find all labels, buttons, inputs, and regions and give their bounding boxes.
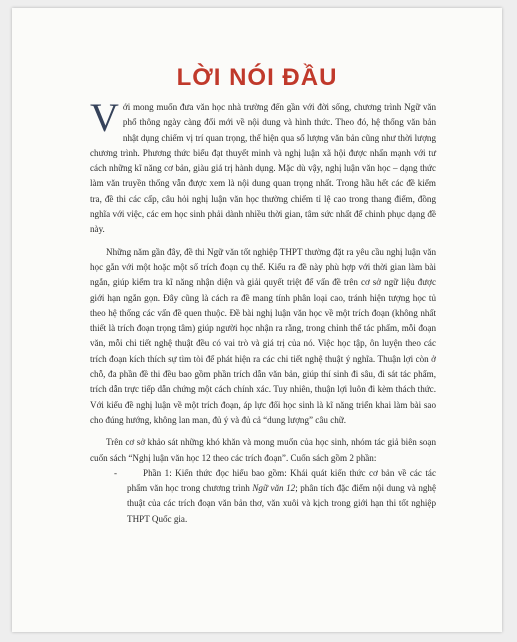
list-item-text-b: ; phân tích đặc điểm nội dung và nghệ thuật của các trích đoạn văn bản thơ, văn xuôi và kịch trong giới hạn thi tốt nghiệp THPT Quốc gia. <box>127 483 436 524</box>
paragraph-1-text: ới mong muốn đưa văn học nhà trường đến gần với đời sống, chương trình Ngữ văn phổ thông ngày càng đổi mới về nội dung và hình thức. Theo đó, hệ thống văn bản nhật dụng chiếm vị trí quan trọng, thể hiện qua số lượng văn bản cũng như thời lượng chương trình. Phương thức biểu đạt thuyết minh và nghị luận xã hội được nhấn mạnh với tư cách những kĩ năng cơ bản, giàu giá trị hành dụng. Mặc dù vậy, nghị luận văn học – dạng thức làm văn truyền thống vẫn được xem là nội dung quan trọng nhất. Trong hầu hết các đề kiểm tra, đề thi các cấp, câu hỏi nghị luận văn học thường chiếm tỉ lệ cao trong thang điểm, đồng nghĩa với việc, các em học sinh phải dành nhiều thời gian, tâm sức nhất để chinh phục dạng đề này. <box>90 102 436 235</box>
drop-cap: V <box>90 95 119 140</box>
list-item-text <box>127 466 436 527</box>
bullet-dash: - <box>114 467 118 478</box>
paragraph-3: Trên cơ sở khảo sát những khó khăn và mong muốn của học sinh, nhóm tác giả biên soạn cuốn sách “Nghị luận văn học 12 theo các trích đoạn”. Cuốn sách gồm 2 phần: <box>90 437 436 463</box>
list-item <box>90 466 436 527</box>
preface-body <box>90 95 436 527</box>
paragraph-2: Những năm gần đây, đề thi Ngữ văn tốt nghiệp THPT thường đặt ra yêu cầu nghị luận văn học gắn với một hoặc một số trích đoạn cụ thể. Kiểu ra đề này phù hợp với thời gian làm bài ngắn, giúp kiểm tra kĩ năng nhận diện và giải quyết triệt để vấn đề trên cơ sở ngữ liệu được giới hạn ngắn gọn. Đây cũng là cách ra đề mang tính phân loại cao, tránh hiện tượng học tủ theo hệ thống các vấn đề quen thuộc. Đề bài nghị luận văn học về một trích đoạn (không nhất thiết là trích đoạn trọng tâm) giúp người học nhận ra rằng, trong chỉnh thể tác phẩm, mỗi đoạn văn, mỗi chi tiết nghệ thuật đều có vai trò và giá trị của nó. Việc học tập, ôn luyện theo các trích đoạn kích thích sự tìm tòi để phát hiện ra các chi tiết nghệ thuật ý nghĩa. Thuận lợi còn ở chỗ, đa phần đề thi đều bao gồm phần trích dẫn văn bản, giúp thí sinh đi sâu, đi sát tác phẩm, trích dẫn trực tiếp dẫn chứng một cách chính xác. Tuy nhiên, thuận lợi luôn đi kèm thách thức. Với kiểu đề nghị luận về một trích đoạn, áp lực đối học sinh là kĩ năng triển khai làm bài sao cho đúng hướng, không lan man, đủ ý và đủ cả “dung lượng” câu chữ. <box>90 246 436 425</box>
list-item-emphasis: Ngữ văn 12 <box>252 483 296 494</box>
page-title: LỜI NÓI ĐẦU <box>176 64 338 91</box>
list-item-text-a: Phần 1: Kiến thức đọc hiểu bao gồm: Khái quát kiến thức cơ bản về các tác phẩm văn học trong chương trình <box>127 467 436 494</box>
book-page <box>12 8 502 632</box>
paragraph-1 <box>90 95 436 238</box>
